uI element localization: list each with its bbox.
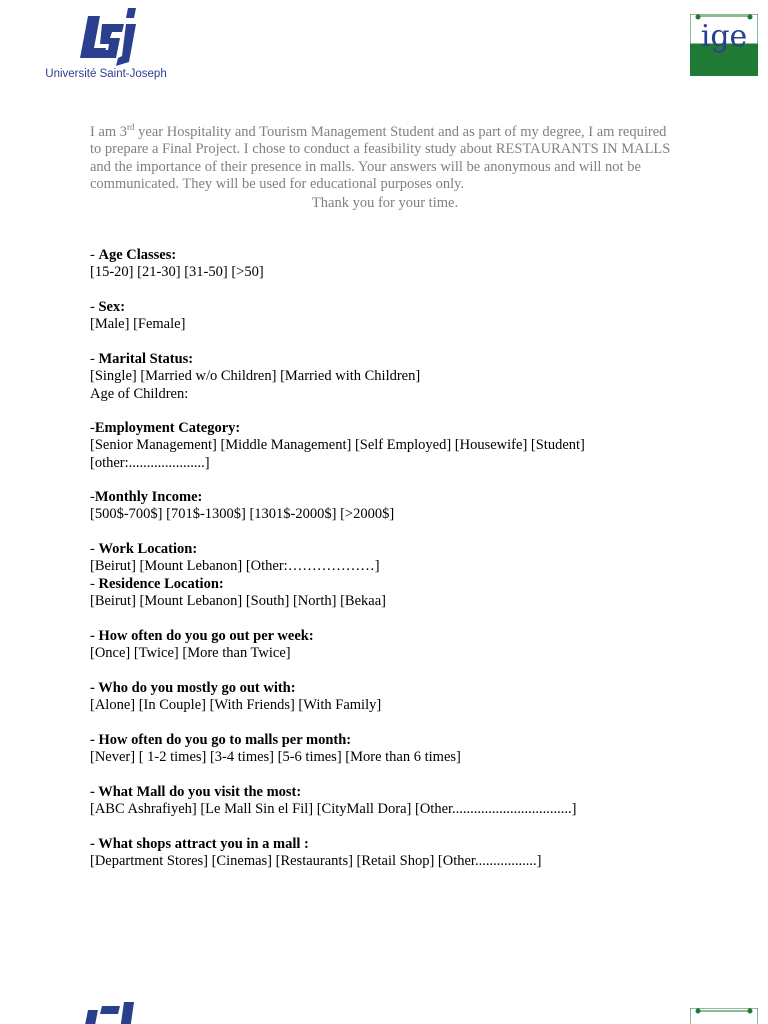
usj-logo-mark (36, 6, 176, 68)
ige-logo-footer (690, 1008, 758, 1024)
marital-extra: Age of Children: (90, 385, 189, 402)
marital-options: [Single] [Married w/o Children] [Married with Children] (90, 368, 421, 385)
shops-options: [Department Stores] [Cinemas] [Restaurants] [Retail Shop] [Other.................] (90, 853, 542, 870)
sex-prefix: - (90, 299, 99, 315)
ige-logo-text: ige (700, 19, 748, 54)
outings-label: - How often do you go out per week: (90, 628, 314, 644)
residence-prefix: - (90, 575, 99, 592)
intro-paragraph (90, 124, 680, 194)
income-prefix: - (90, 489, 95, 505)
question-company (90, 680, 710, 715)
question-shops (90, 836, 710, 871)
residence-options: [Beirut] [Mount Lebanon] [South] [North] [Bekaa] (90, 593, 386, 610)
question-sex (90, 299, 710, 334)
shops-label: - What shops attract you in a mall : (90, 836, 309, 852)
sex-options: [Male] [Female] (90, 316, 186, 333)
company-options: [Alone] [In Couple] [With Friends] [With Family] (90, 697, 382, 714)
employment-label: Employment Category: (94, 420, 241, 436)
usj-logo-footer-mark (80, 1000, 140, 1024)
ige-logo-footer-mark (690, 1008, 758, 1024)
marital-label: Marital Status: (98, 351, 194, 367)
age-label: Age Classes: (98, 247, 177, 263)
intro-part1: I am 3 (90, 124, 128, 140)
work-options: [Beirut] [Mount Lebanon] [Other:………………] (90, 558, 380, 575)
usj-caption: Université Saint-Joseph (45, 68, 167, 80)
question-outings (90, 628, 710, 663)
ige-logo-mark (690, 14, 758, 76)
outings-options: [Once] [Twice] [More than Twice] (90, 645, 291, 662)
work-label: Work Location: (98, 541, 198, 557)
sex-label: Sex: (98, 299, 126, 315)
question-employment (90, 420, 710, 472)
question-income (90, 489, 710, 524)
mall-label: - What Mall do you visit the most: (90, 784, 302, 800)
question-malls (90, 732, 710, 767)
question-work (90, 541, 710, 611)
intro-part2: year Hospitality and Tourism Management Student and as part of my degree, I am required to prepare a Final Project. I chose to conduct a feasibility study about RESTAURANTS IN MALLS and the importance of their presence in malls. Your answers will be anonymous and will not be communicated. They will be used for educational purposes only. (90, 124, 671, 193)
thanks-line: Thank you for your time. (311, 195, 459, 211)
employment-options: [Senior Management] [Middle Management] [Self Employed] [Housewife] [Student] (90, 437, 585, 454)
malls-options: [Never] [ 1-2 times] [3-4 times] [5-6 times] [More than 6 times] (90, 749, 461, 766)
employment-prefix: - (90, 420, 95, 436)
usj-logo-footer (80, 1000, 140, 1024)
ige-logo (690, 14, 758, 76)
question-mall (90, 784, 710, 819)
income-options: [500$-700$] [701$-1300$] [1301$-2000$] [>2000$] (90, 506, 395, 523)
question-marital (90, 351, 710, 403)
intro-sup: rd (127, 122, 135, 133)
company-label: - Who do you mostly go out with: (90, 680, 296, 696)
age-options: [15-20] [21-30] [31-50] [>50] (90, 264, 264, 281)
question-age (90, 247, 710, 282)
residence-label: Residence Location: (98, 575, 224, 592)
age-prefix: - (90, 247, 99, 263)
mall-options: [ABC Ashrafiyeh] [Le Mall Sin el Fil] [CityMall Dora] [Other.................................] (90, 801, 577, 818)
income-label: Monthly Income: (94, 489, 203, 505)
employment-extra: [other:.....................] (90, 454, 210, 471)
malls-label: - How often do you go to malls per month: (90, 732, 352, 748)
work-prefix: - (90, 541, 99, 557)
marital-prefix: - (90, 351, 99, 367)
usj-logo (36, 6, 176, 86)
